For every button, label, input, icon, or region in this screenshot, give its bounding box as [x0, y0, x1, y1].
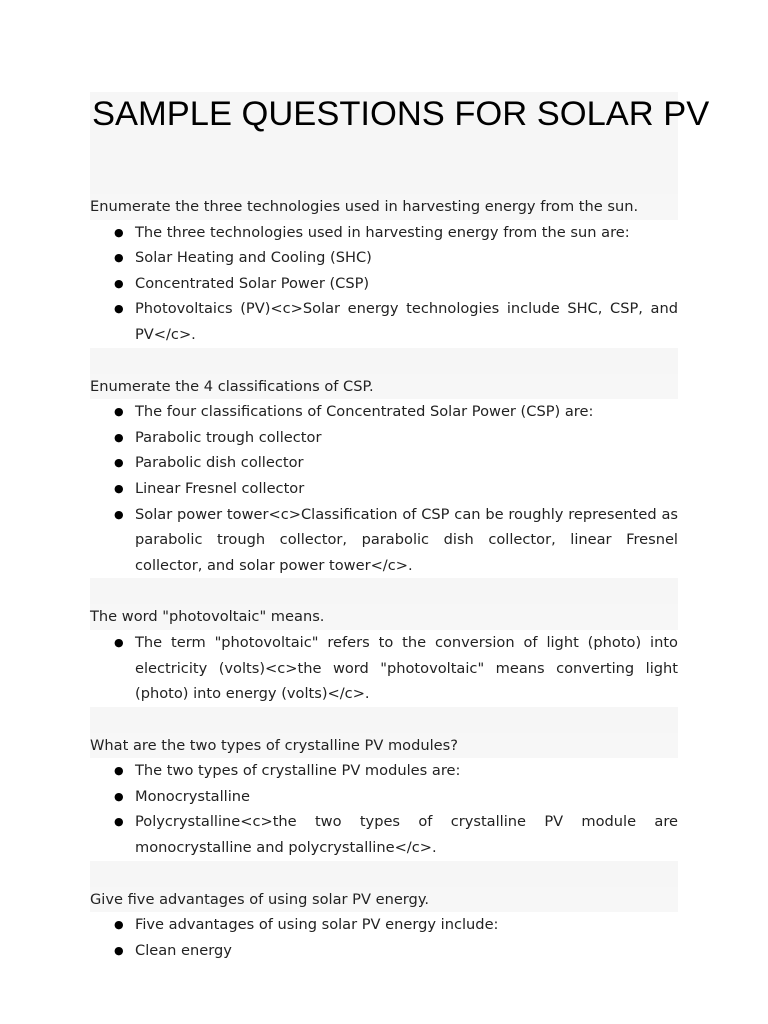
question-section: [90, 374, 678, 579]
question-text: The word "photovoltaic" means.: [90, 604, 678, 630]
answer-text: Polycrystalline<c>the two types of crystalline PV module are monocrystalline and polycrystalline</c>.: [135, 813, 678, 857]
answer-text: Monocrystalline: [135, 787, 251, 805]
section-gap: [90, 707, 678, 733]
list-item: [90, 912, 678, 938]
bullet-icon: ●: [114, 302, 124, 316]
answer-text: Parabolic trough collector: [135, 428, 322, 446]
answer-text: Photovoltaics (PV)<c>Solar energy technologies include SHC, CSP, and PV</c>.: [135, 300, 678, 343]
list-item: [90, 245, 678, 271]
question-text: Enumerate the 4 classifications of CSP.: [90, 374, 678, 400]
question-section: [90, 887, 678, 964]
answer-text: Solar power tower<c>Classification of CSP can be roughly represented as parabolic trough collector, parabolic dish collector, linear Fresnel collector, and solar power tower</c>.: [135, 505, 678, 574]
bullet-icon: ●: [114, 815, 124, 829]
bullet-icon: ●: [114, 251, 124, 265]
list-item: [90, 296, 678, 347]
document-page: [90, 0, 710, 963]
bullet-icon: ●: [114, 943, 124, 957]
list-item: [90, 476, 678, 502]
list-item: [90, 809, 678, 860]
section-gap: [90, 578, 678, 604]
question-section: [90, 194, 678, 348]
bullet-icon: ●: [114, 507, 124, 521]
answer-text: Five advantages of using solar PV energy include:: [135, 916, 499, 934]
list-item: [90, 502, 678, 579]
bullet-icon: ●: [114, 918, 124, 932]
bullet-icon: ●: [114, 276, 124, 290]
question-text: What are the two types of crystalline PV modules?: [90, 733, 678, 759]
list-item: [90, 784, 678, 810]
bullet-icon: ●: [114, 225, 124, 239]
bullet-icon: ●: [114, 635, 124, 649]
answer-list: [90, 758, 678, 860]
bullet-icon: ●: [114, 481, 124, 495]
list-item: [90, 450, 678, 476]
answer-text: Parabolic dish collector: [135, 454, 304, 472]
list-item: [90, 220, 678, 246]
bullet-icon: ●: [114, 430, 124, 444]
answer-text: Concentrated Solar Power (CSP): [135, 274, 370, 292]
answer-list: [90, 399, 678, 578]
answer-text: The two types of crystalline PV modules are:: [135, 762, 461, 780]
section-gap: [90, 861, 678, 887]
bullet-icon: ●: [114, 789, 124, 803]
answer-text: Linear Fresnel collector: [135, 479, 305, 497]
answer-text: The term "photovoltaic" refers to the conversion of light (photo) into electricity (volts)<c>the word "photovoltaic" means converting light (photo) into energy (volts)</c>.: [135, 633, 678, 703]
answer-text: Clean energy: [135, 941, 232, 959]
answer-text: Solar Heating and Cooling (SHC): [135, 249, 372, 267]
list-item: [90, 938, 678, 964]
answer-list: [90, 630, 678, 707]
bullet-icon: ●: [114, 764, 124, 778]
bullet-icon: ●: [114, 456, 124, 470]
question-section: [90, 604, 678, 706]
question-text: Give five advantages of using solar PV energy.: [90, 887, 678, 913]
section-gap: [90, 348, 678, 374]
bullet-icon: ●: [114, 405, 124, 419]
list-item: [90, 630, 678, 707]
answer-text: The three technologies used in harvesting energy from the sun are:: [135, 223, 630, 241]
list-item: [90, 758, 678, 784]
page-title: SAMPLE QUESTIONS FOR SOLAR PV: [90, 92, 678, 194]
answer-text: The four classifications of Concentrated Solar Power (CSP) are:: [135, 403, 594, 421]
list-item: [90, 271, 678, 297]
answer-list: [90, 220, 678, 348]
question-text: Enumerate the three technologies used in harvesting energy from the sun.: [90, 194, 678, 220]
answer-list: [90, 912, 678, 963]
list-item: [90, 399, 678, 425]
list-item: [90, 425, 678, 451]
question-section: [90, 733, 678, 861]
